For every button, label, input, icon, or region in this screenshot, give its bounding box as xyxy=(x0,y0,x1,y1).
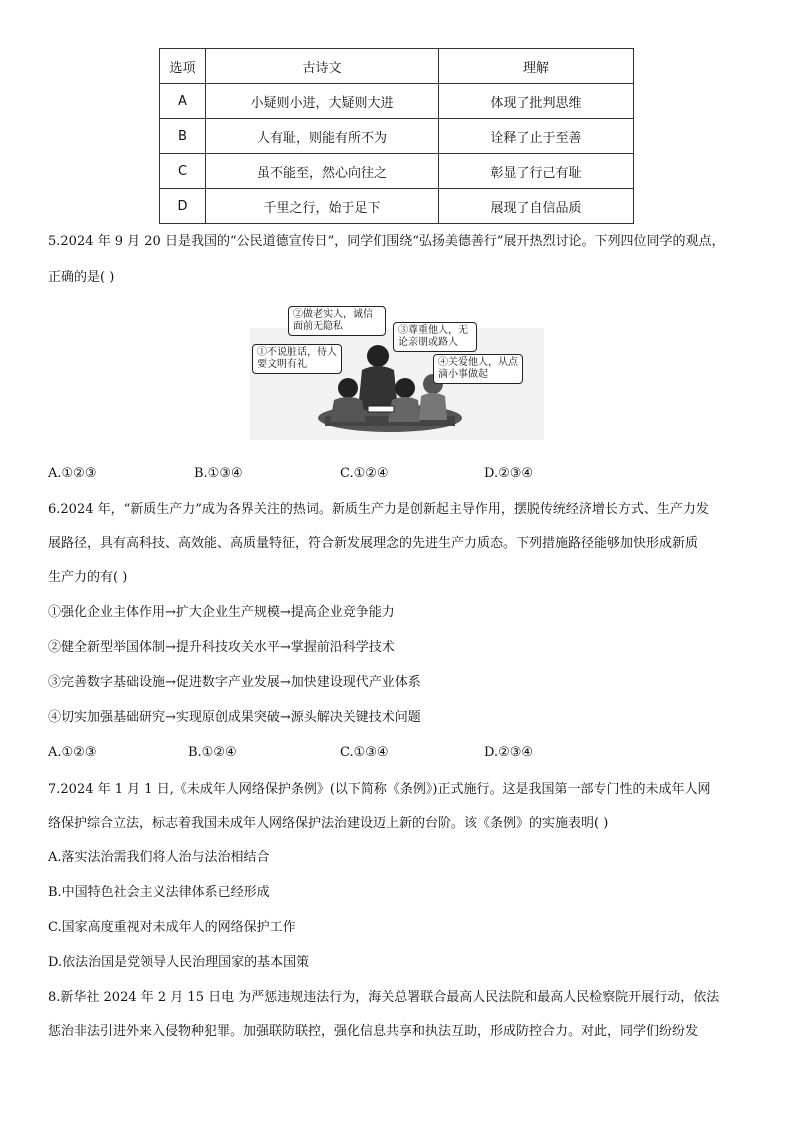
table-cell: C xyxy=(160,154,206,189)
q7-option-b: B.中国特色社会主义法律体系已经形成 xyxy=(48,885,270,900)
q6-option-b: B.①②④ xyxy=(188,745,237,760)
q7-option-c: C.国家高度重视对未成年人的网络保护工作 xyxy=(48,920,296,935)
table-cell: 小疑则小进，大疑则大进 xyxy=(206,84,439,119)
q8-stem-line2: 惩治非法引进外来入侵物种犯罪。加强联防联控，强化信息共享和执法互助，形成防控合力。对此，同学们纷纷发 xyxy=(48,1024,699,1039)
options-table xyxy=(159,48,634,224)
table-header-row xyxy=(160,49,634,84)
q6-item-2: ②健全新型举国体制→提升科技攻关水平→掌握前沿科学技术 xyxy=(48,640,395,655)
table-header-cell: 选项 xyxy=(160,49,206,84)
q7-option-d: D.依法治国是党领导人民治理国家的基本国策 xyxy=(48,955,310,970)
speech-bubble-3: ③尊重他人，无论亲朋或路人 xyxy=(393,322,477,352)
q8-stem-line1: 8.新华社 2024 年 2 月 15 日电 为严惩违规违法行为，海关总署联合最高人民法院和最高人民检察院开展行动，依法 xyxy=(48,990,720,1005)
q5-stem-line2: 正确的是( ) xyxy=(48,270,115,285)
speech-bubble-4: ④关爱他人，从点滴小事做起 xyxy=(433,354,523,384)
table-cell: 体现了批判思维 xyxy=(439,84,634,119)
q7-stem-line2: 络保护综合立法，标志着我国未成年人网络保护法治建设迈上新的台阶。该《条例》的实施表明( ) xyxy=(48,816,609,831)
q5-option-d: D.②③④ xyxy=(484,466,534,481)
table-cell: D xyxy=(160,189,206,224)
table-row xyxy=(160,84,634,119)
q6-stem-line1: 6.2024 年，“新质生产力”成为各界关注的热词。新质生产力是创新起主导作用，摆脱传统经济增长方式、生产力发 xyxy=(48,502,709,517)
table-cell: 虽不能至，然心向往之 xyxy=(206,154,439,189)
q5-option-a: A.①②③ xyxy=(48,466,97,481)
q5-option-b: B.①③④ xyxy=(194,466,243,481)
q6-option-d: D.②③④ xyxy=(484,745,534,760)
table-cell: 千里之行，始于足下 xyxy=(206,189,439,224)
table-cell: 诠释了止于至善 xyxy=(439,119,634,154)
table-cell: B xyxy=(160,119,206,154)
q5-stem-line1: 5.2024 年 9 月 20 日是我国的“公民道德宣传日”，同学们围绕“弘扬美德善行”展开热烈讨论。下列四位同学的观点， xyxy=(48,234,725,249)
table-cell: 彰显了行己有耻 xyxy=(439,154,634,189)
table-cell: 展现了自信品质 xyxy=(439,189,634,224)
table-cell: A xyxy=(160,84,206,119)
q5-illustration xyxy=(250,306,544,446)
q6-stem-line2: 展路径，具有高科技、高效能、高质量特征，符合新发展理念的先进生产力质态。下列措施路径能够加快形成新质 xyxy=(48,536,699,551)
table-row xyxy=(160,119,634,154)
speech-bubble-1: ①不说脏话，待人要文明有礼 xyxy=(252,344,342,374)
table-header-cell: 理解 xyxy=(439,49,634,84)
table-row xyxy=(160,189,634,224)
q6-option-c: C.①③④ xyxy=(340,745,389,760)
q6-item-1: ①强化企业主体作用→扩大企业生产规模→提高企业竞争能力 xyxy=(48,605,395,620)
q6-item-4: ④切实加强基础研究→实现原创成果突破→源头解决关键技术问题 xyxy=(48,710,421,725)
q5-option-c: C.①②④ xyxy=(340,466,389,481)
q6-item-3: ③完善数字基础设施→促进数字产业发展→加快建设现代产业体系 xyxy=(48,675,421,690)
q6-option-a: A.①②③ xyxy=(48,745,97,760)
table-row xyxy=(160,154,634,189)
speech-bubble-2: ②做老实人，诚信面前无隐私 xyxy=(288,306,386,336)
q7-option-a: A.落实法治需我们将人治与法治相结合 xyxy=(48,850,270,865)
table-header-cell: 古诗文 xyxy=(206,49,439,84)
table-cell: 人有耻，则能有所不为 xyxy=(206,119,439,154)
q7-stem-line1: 7.2024 年 1 月 1 日,《未成年人网络保护条例》(以下简称《条例》)正式施行。这是我国第一部专门性的未成年人网 xyxy=(48,782,711,797)
q6-stem-line3: 生产力的有( ) xyxy=(48,570,128,585)
